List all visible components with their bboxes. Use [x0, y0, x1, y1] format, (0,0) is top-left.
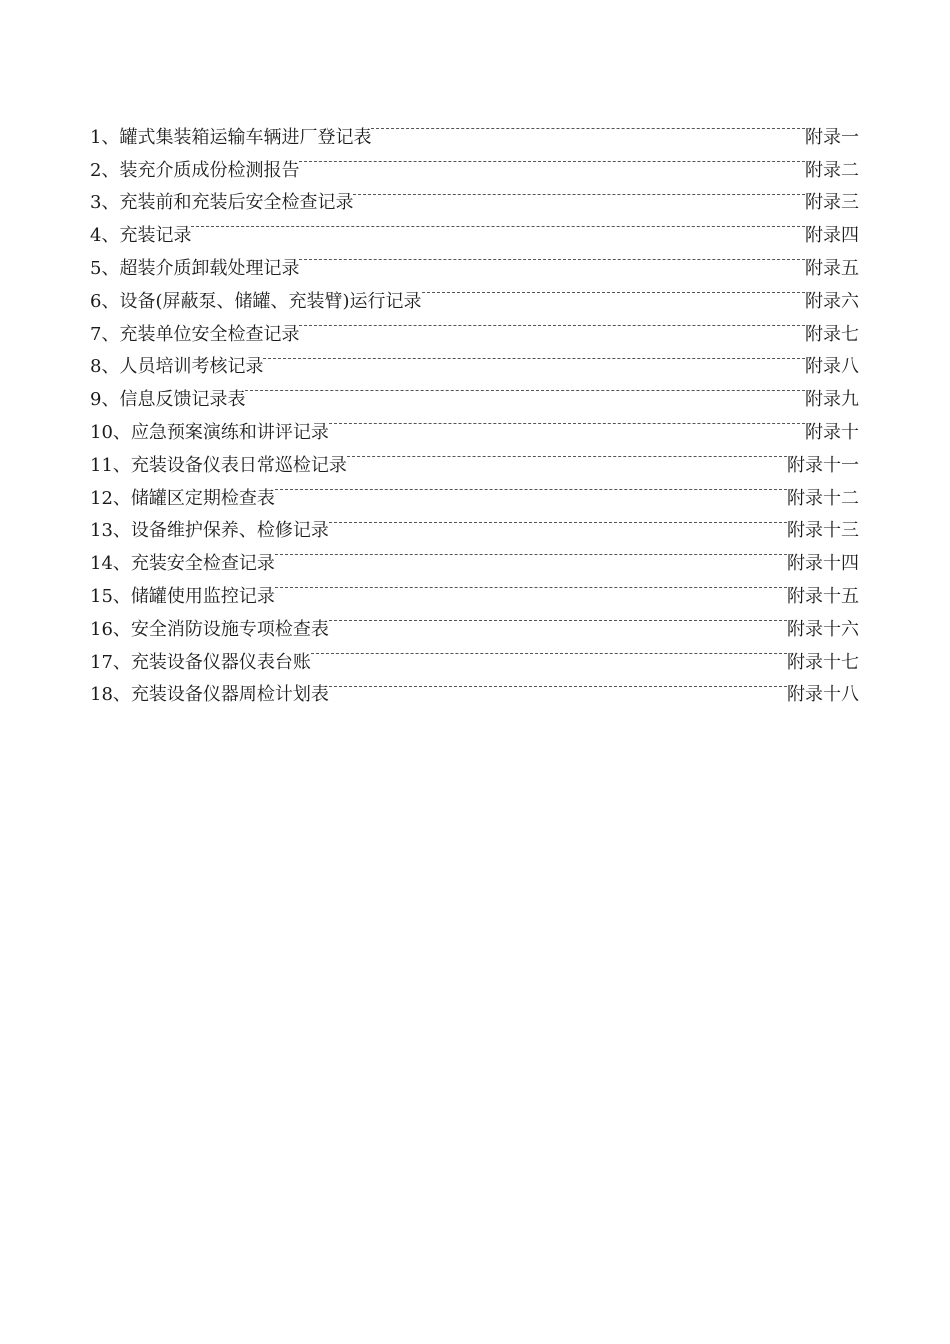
toc-entry-title: 12、储罐区定期检查表 [90, 487, 275, 509]
toc-entry-appendix: 附录四 [805, 225, 859, 247]
toc-entry-appendix: 附录十八 [787, 684, 859, 706]
toc-entry-appendix: 附录五 [805, 257, 859, 279]
toc-entry-title: 3、充装前和充装后安全检查记录 [90, 192, 354, 214]
toc-entry-title: 4、充装记录 [90, 225, 192, 247]
toc-leader-line [299, 241, 805, 274]
toc-entry [90, 208, 859, 247]
toc-entry-appendix: 附录十 [805, 421, 859, 443]
toc-entry-title: 2、装充介质成份检测报告 [90, 159, 300, 181]
toc-entry-title: 11、充装设备仪表日常巡检记录 [90, 454, 347, 476]
toc-leader-line [275, 471, 787, 504]
toc-leader-line [245, 372, 805, 405]
toc-leader-line [353, 176, 805, 209]
toc-entry-appendix: 附录六 [805, 290, 859, 312]
toc-entry-appendix: 附录十二 [787, 487, 859, 509]
toc-leader-line [275, 536, 787, 569]
toc-entry-appendix: 附录二 [805, 159, 859, 181]
toc-leader-line [329, 602, 787, 635]
table-of-contents [90, 110, 859, 706]
toc-entry-title: 5、超装介质卸载处理记录 [90, 257, 300, 279]
toc-entry-title: 7、充装单位安全检查记录 [90, 323, 300, 345]
toc-entry-title: 16、安全消防设施专项检查表 [90, 618, 329, 640]
toc-entry-appendix: 附录十三 [787, 520, 859, 542]
toc-entry-appendix: 附录九 [805, 389, 859, 411]
toc-entry-title: 10、应急预案演练和讲评记录 [90, 421, 329, 443]
toc-leader-line [275, 569, 787, 602]
toc-entry-appendix: 附录十四 [787, 553, 859, 575]
toc-leader-line [329, 504, 787, 537]
toc-entry-title: 14、充装安全检查记录 [90, 553, 275, 575]
toc-entry-title: 8、人员培训考核记录 [90, 356, 264, 378]
toc-entry-title: 17、充装设备仪器仪表台账 [90, 651, 311, 673]
toc-entry-appendix: 附录十五 [787, 585, 859, 607]
toc-leader-line [299, 143, 805, 176]
toc-entry-title: 18、充装设备仪器周检计划表 [90, 684, 329, 706]
toc-entry-title: 6、设备(屏蔽泵、储罐、充装臂)运行记录 [90, 290, 422, 312]
toc-entry-appendix: 附录十七 [787, 651, 859, 673]
toc-entry-title: 1、罐式集装箱运输车辆进厂登记表 [90, 126, 372, 148]
toc-entry-appendix: 附录八 [805, 356, 859, 378]
toc-entry-appendix: 附录一 [805, 126, 859, 148]
toc-entry-title: 9、信息反馈记录表 [90, 389, 246, 411]
toc-entry [90, 110, 859, 148]
toc-entry-title: 15、储罐使用监控记录 [90, 585, 275, 607]
toc-leader-line [299, 307, 805, 340]
toc-leader-line [263, 340, 805, 373]
toc-entry-appendix: 附录十一 [787, 454, 859, 476]
toc-entry-appendix: 附录七 [805, 323, 859, 345]
toc-entry-title: 13、设备维护保养、检修记录 [90, 520, 329, 542]
toc-leader-line [329, 405, 805, 438]
toc-leader-line [347, 438, 787, 471]
toc-entry-appendix: 附录三 [805, 192, 859, 214]
toc-leader-line [329, 668, 787, 701]
toc-leader-line [191, 208, 805, 241]
toc-leader-line [422, 274, 806, 307]
toc-entry [90, 241, 859, 279]
toc-leader-line [371, 110, 805, 143]
toc-entry-appendix: 附录十六 [787, 618, 859, 640]
toc-leader-line [311, 635, 787, 668]
